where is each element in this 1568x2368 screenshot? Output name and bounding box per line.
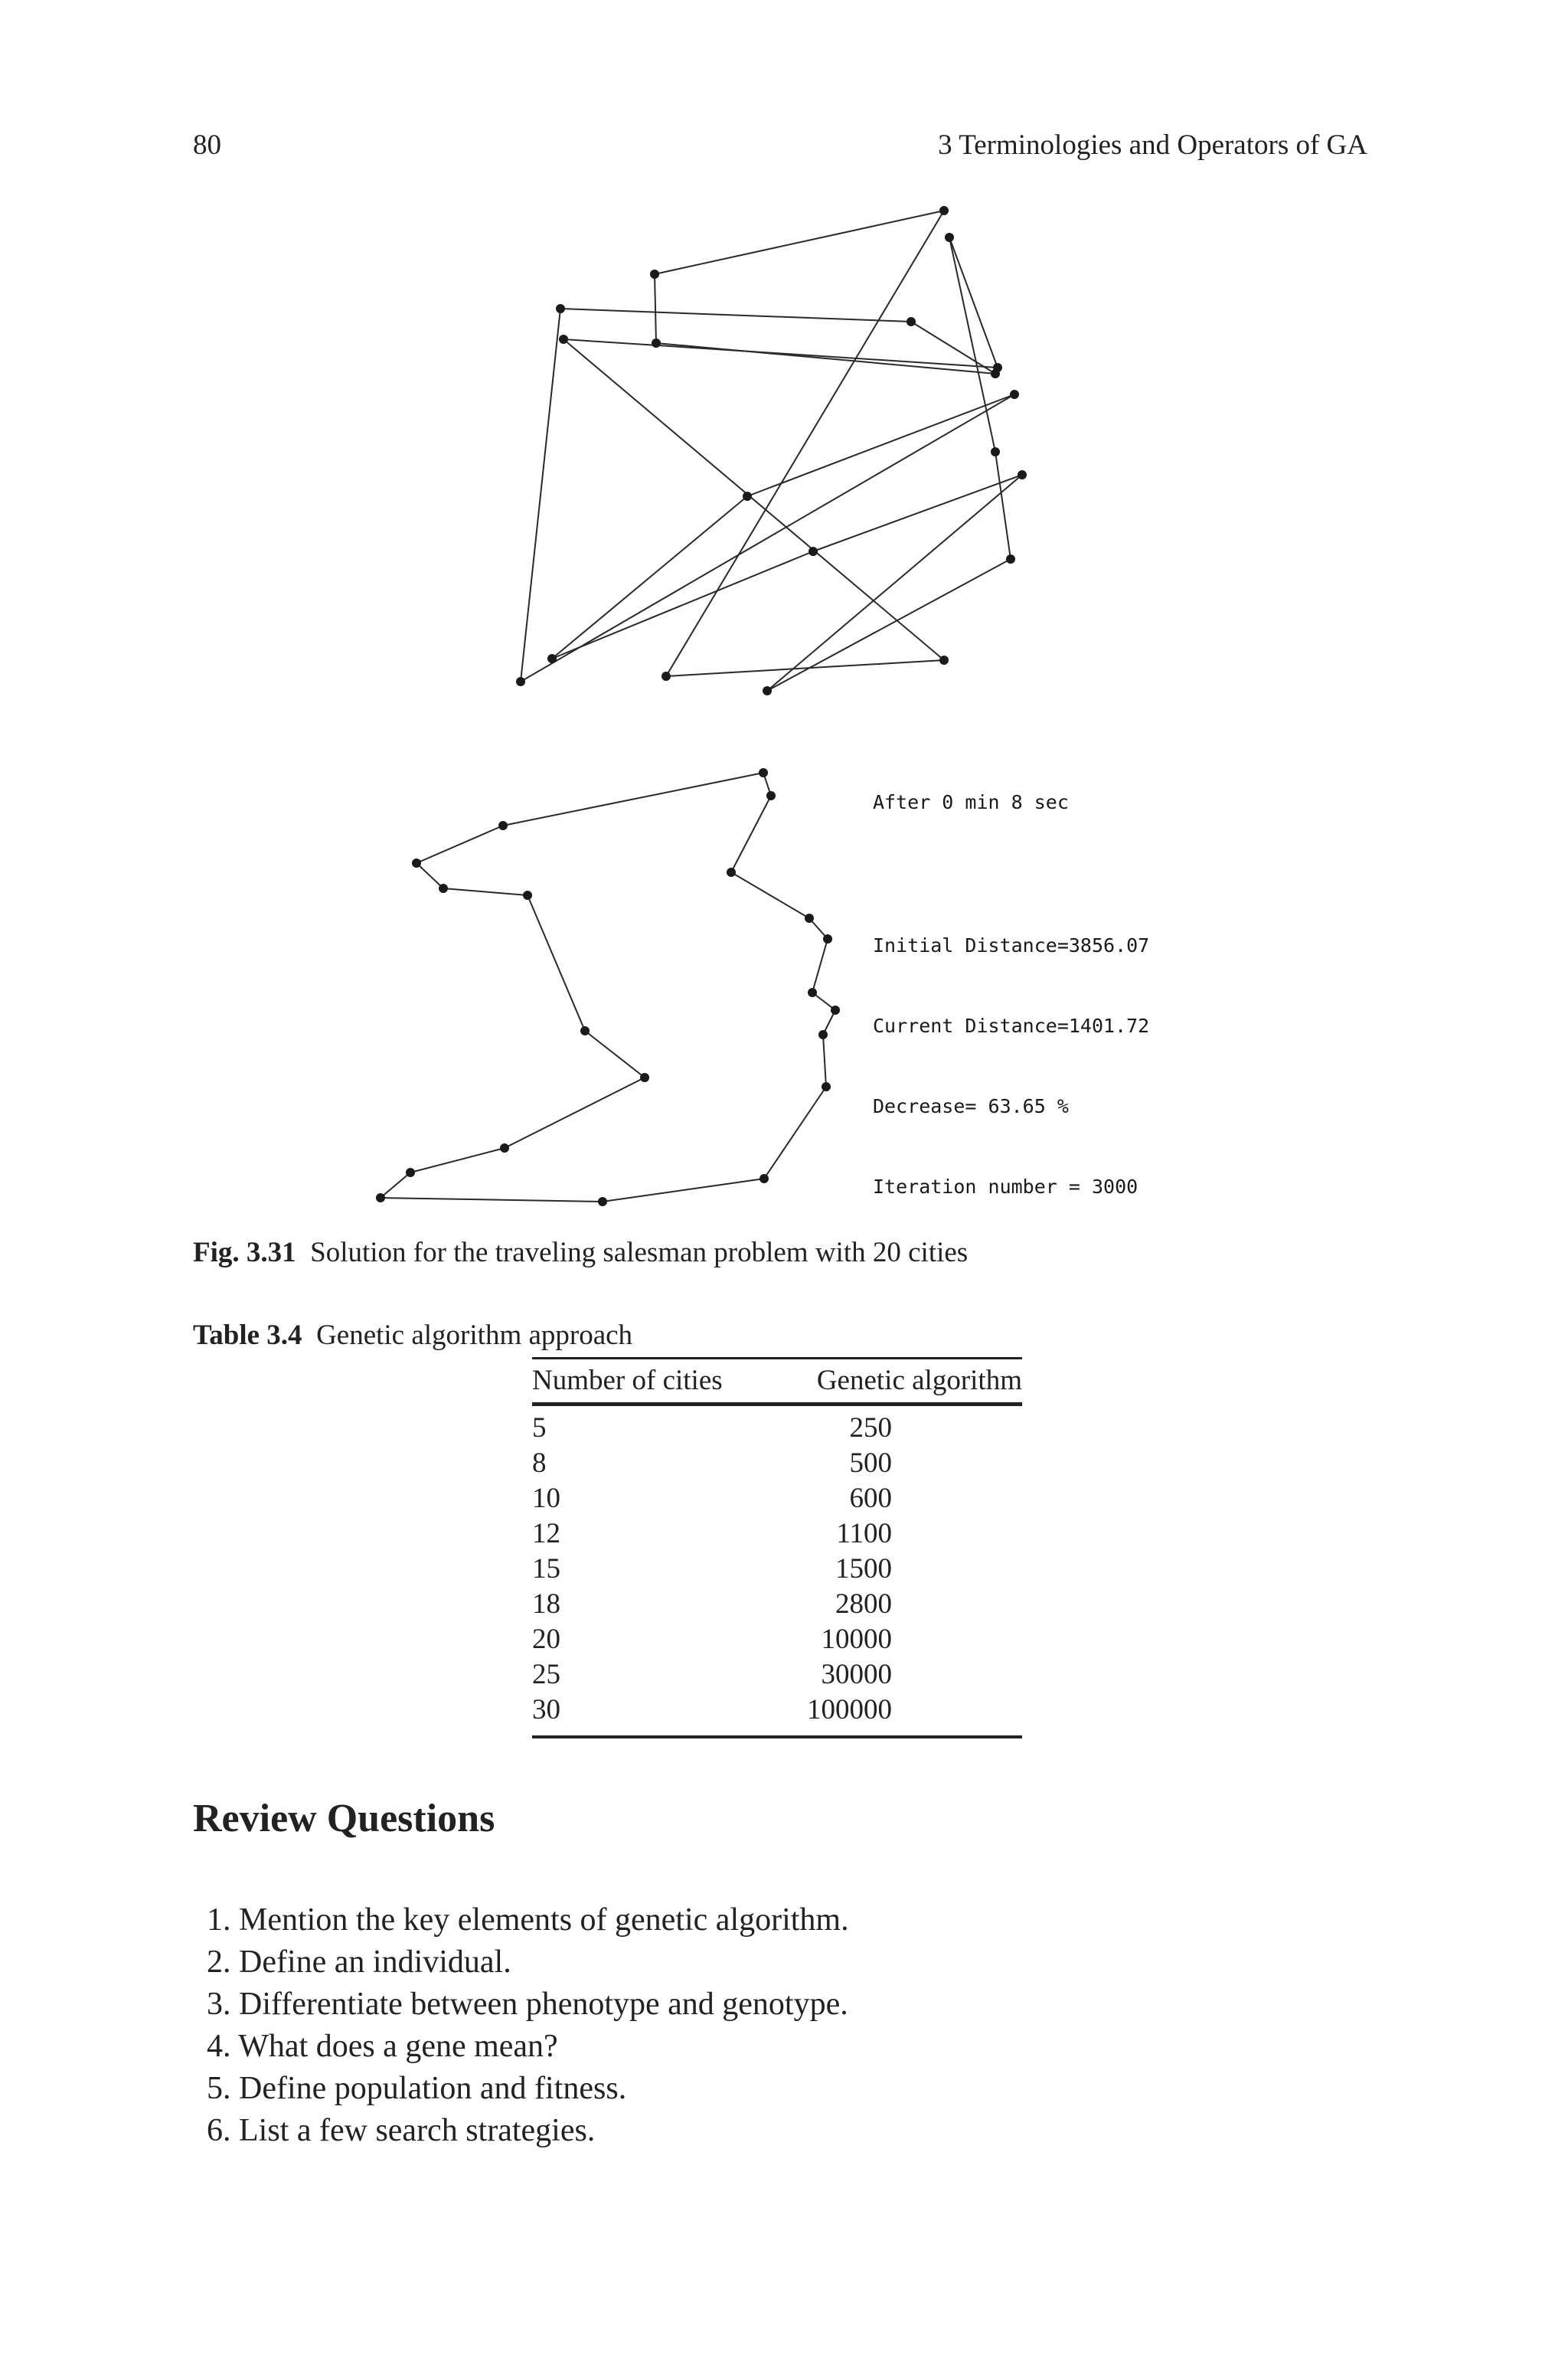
table-caption-text: Genetic algorithm approach — [316, 1320, 633, 1351]
column-header-cities: Number of cities — [532, 1359, 731, 1405]
cities-cell: 20 — [532, 1624, 560, 1655]
city-point — [808, 547, 818, 556]
optimized-route-edge — [585, 1031, 645, 1078]
city-point — [598, 1197, 607, 1206]
optimized-route-edge — [443, 888, 528, 895]
table-row — [532, 1446, 1022, 1481]
city-point — [945, 233, 954, 242]
decrease-text: Decrease= 63.65 % — [873, 1095, 1069, 1117]
city-point — [650, 270, 659, 279]
optimized-route-edge — [731, 872, 809, 918]
initial-distance-text: Initial Distance=3856.07 — [873, 934, 1150, 957]
table-row — [532, 1622, 1022, 1657]
running-head: 3 Terminologies and Operators of GA — [938, 129, 1367, 161]
city-point — [822, 1082, 831, 1091]
question-item: 2. Define an individual. — [207, 1944, 511, 1980]
initial-route-edge — [813, 475, 1022, 551]
optimized-route-edge — [603, 1179, 764, 1202]
optimized-route-edge — [416, 826, 503, 863]
ga-cell: 2800 — [835, 1588, 892, 1620]
city-point — [406, 1168, 415, 1177]
city-point — [818, 1030, 828, 1039]
column-header-ga: Genetic algorithm — [731, 1359, 1022, 1405]
city-point — [743, 492, 752, 501]
optimized-route-edge — [410, 1148, 505, 1173]
table-row — [532, 1405, 1022, 1447]
city-point — [412, 859, 421, 868]
city-point — [640, 1073, 649, 1082]
city-point — [763, 686, 772, 695]
initial-route-edge — [564, 339, 998, 368]
city-point — [439, 884, 448, 893]
city-point — [1010, 390, 1019, 399]
city-point — [727, 868, 736, 877]
results-table — [532, 1357, 1022, 1738]
cities-cell: 18 — [532, 1588, 560, 1620]
initial-route-edge — [747, 394, 1014, 496]
table-row — [532, 1481, 1022, 1516]
initial-route-edge — [656, 343, 995, 374]
section-heading: Review Questions — [193, 1797, 495, 1840]
cities-cell: 30 — [532, 1693, 731, 1737]
city-point — [991, 369, 1000, 378]
progress-readout — [873, 735, 1149, 1227]
city-point — [556, 304, 565, 313]
optimized-route-edge — [381, 1198, 603, 1202]
city-point — [766, 791, 776, 800]
initial-route-edge — [767, 475, 1022, 691]
city-point — [516, 677, 525, 686]
iteration-number-text: Iteration number = 3000 — [873, 1176, 1138, 1198]
ga-cell: 500 — [849, 1447, 892, 1479]
optimized-route — [376, 768, 840, 1206]
initial-route-edge — [552, 496, 747, 659]
review-questions-list — [207, 1899, 849, 2152]
optimized-route-edge — [381, 1173, 410, 1198]
optimized-route-edge — [823, 1035, 826, 1087]
optimized-route-edge — [764, 1087, 826, 1179]
ga-cell: 250 — [849, 1412, 892, 1444]
city-point — [523, 891, 532, 900]
table-caption-label: Table 3.4 — [193, 1320, 302, 1351]
table-row — [532, 1693, 1022, 1737]
ga-cell: 100000 — [731, 1693, 1022, 1737]
optimized-route-edge — [731, 796, 771, 872]
figure-caption — [193, 1236, 968, 1269]
initial-route-edge — [521, 309, 560, 682]
optimized-route-edge — [528, 895, 585, 1031]
initial-route-edge — [560, 309, 911, 322]
initial-route-edge — [655, 211, 944, 274]
figure-caption-text: Solution for the traveling salesman problem with 20 cities — [310, 1237, 969, 1268]
city-point — [1018, 470, 1027, 479]
initial-route — [516, 206, 1027, 695]
city-point — [805, 914, 814, 923]
initial-route-edge — [564, 339, 944, 660]
elapsed-time-text: After 0 min 8 sec — [873, 791, 1069, 813]
city-point — [939, 206, 949, 215]
city-point — [808, 988, 817, 997]
optimized-route-edge — [503, 773, 763, 826]
city-point — [760, 1174, 769, 1183]
table-row — [532, 1552, 1022, 1587]
ga-cell: 10000 — [821, 1624, 892, 1655]
question-item: 6. List a few search strategies. — [207, 2113, 596, 2148]
city-point — [823, 934, 832, 944]
initial-route-edge — [995, 452, 1011, 559]
city-point — [498, 821, 508, 830]
question-item: 3. Differentiate between phenotype and genotype. — [207, 1987, 848, 2022]
initial-route-edge — [521, 394, 1014, 682]
initial-route-edge — [666, 211, 944, 676]
cities-cell: 25 — [532, 1659, 560, 1690]
optimized-route-edge — [505, 1078, 645, 1148]
cities-cell: 12 — [532, 1518, 560, 1549]
optimized-route-edge — [416, 863, 443, 888]
city-point — [376, 1193, 385, 1202]
city-point — [559, 335, 568, 344]
city-point — [991, 447, 1000, 456]
city-point — [652, 339, 661, 348]
initial-route-edge — [655, 274, 656, 343]
city-point — [831, 1006, 840, 1015]
city-point — [1006, 554, 1015, 564]
ga-cell: 30000 — [821, 1659, 892, 1690]
question-item: 5. Define population and fitness. — [207, 2071, 627, 2106]
initial-route-edge — [767, 559, 1011, 691]
table-row — [532, 1657, 1022, 1693]
table-row — [532, 1516, 1022, 1552]
city-point — [500, 1143, 509, 1153]
ga-cell: 600 — [849, 1483, 892, 1514]
cities-cell: 15 — [532, 1553, 560, 1585]
table-caption — [193, 1319, 632, 1352]
city-point — [547, 654, 557, 663]
cities-cell: 10 — [532, 1483, 560, 1514]
current-distance-text: Current Distance=1401.72 — [873, 1015, 1150, 1037]
city-point — [939, 656, 949, 665]
page-number: 80 — [193, 129, 221, 161]
cities-cell: 8 — [532, 1447, 547, 1479]
optimized-route-edge — [812, 939, 828, 993]
city-point — [662, 672, 671, 681]
cities-cell: 5 — [532, 1412, 547, 1444]
city-point — [580, 1026, 590, 1035]
city-point — [759, 768, 768, 777]
initial-route-edge — [666, 660, 944, 676]
figure-caption-label: Fig. 3.31 — [193, 1237, 296, 1268]
ga-cell: 1500 — [835, 1553, 892, 1585]
initial-route-edge — [552, 551, 813, 659]
city-point — [906, 317, 916, 326]
ga-cell: 1100 — [836, 1518, 892, 1549]
table-row — [532, 1587, 1022, 1622]
table-header-row — [532, 1359, 1022, 1405]
question-item: 1. Mention the key elements of genetic algorithm. — [207, 1902, 849, 1938]
question-item: 4. What does a gene mean? — [207, 2029, 558, 2064]
